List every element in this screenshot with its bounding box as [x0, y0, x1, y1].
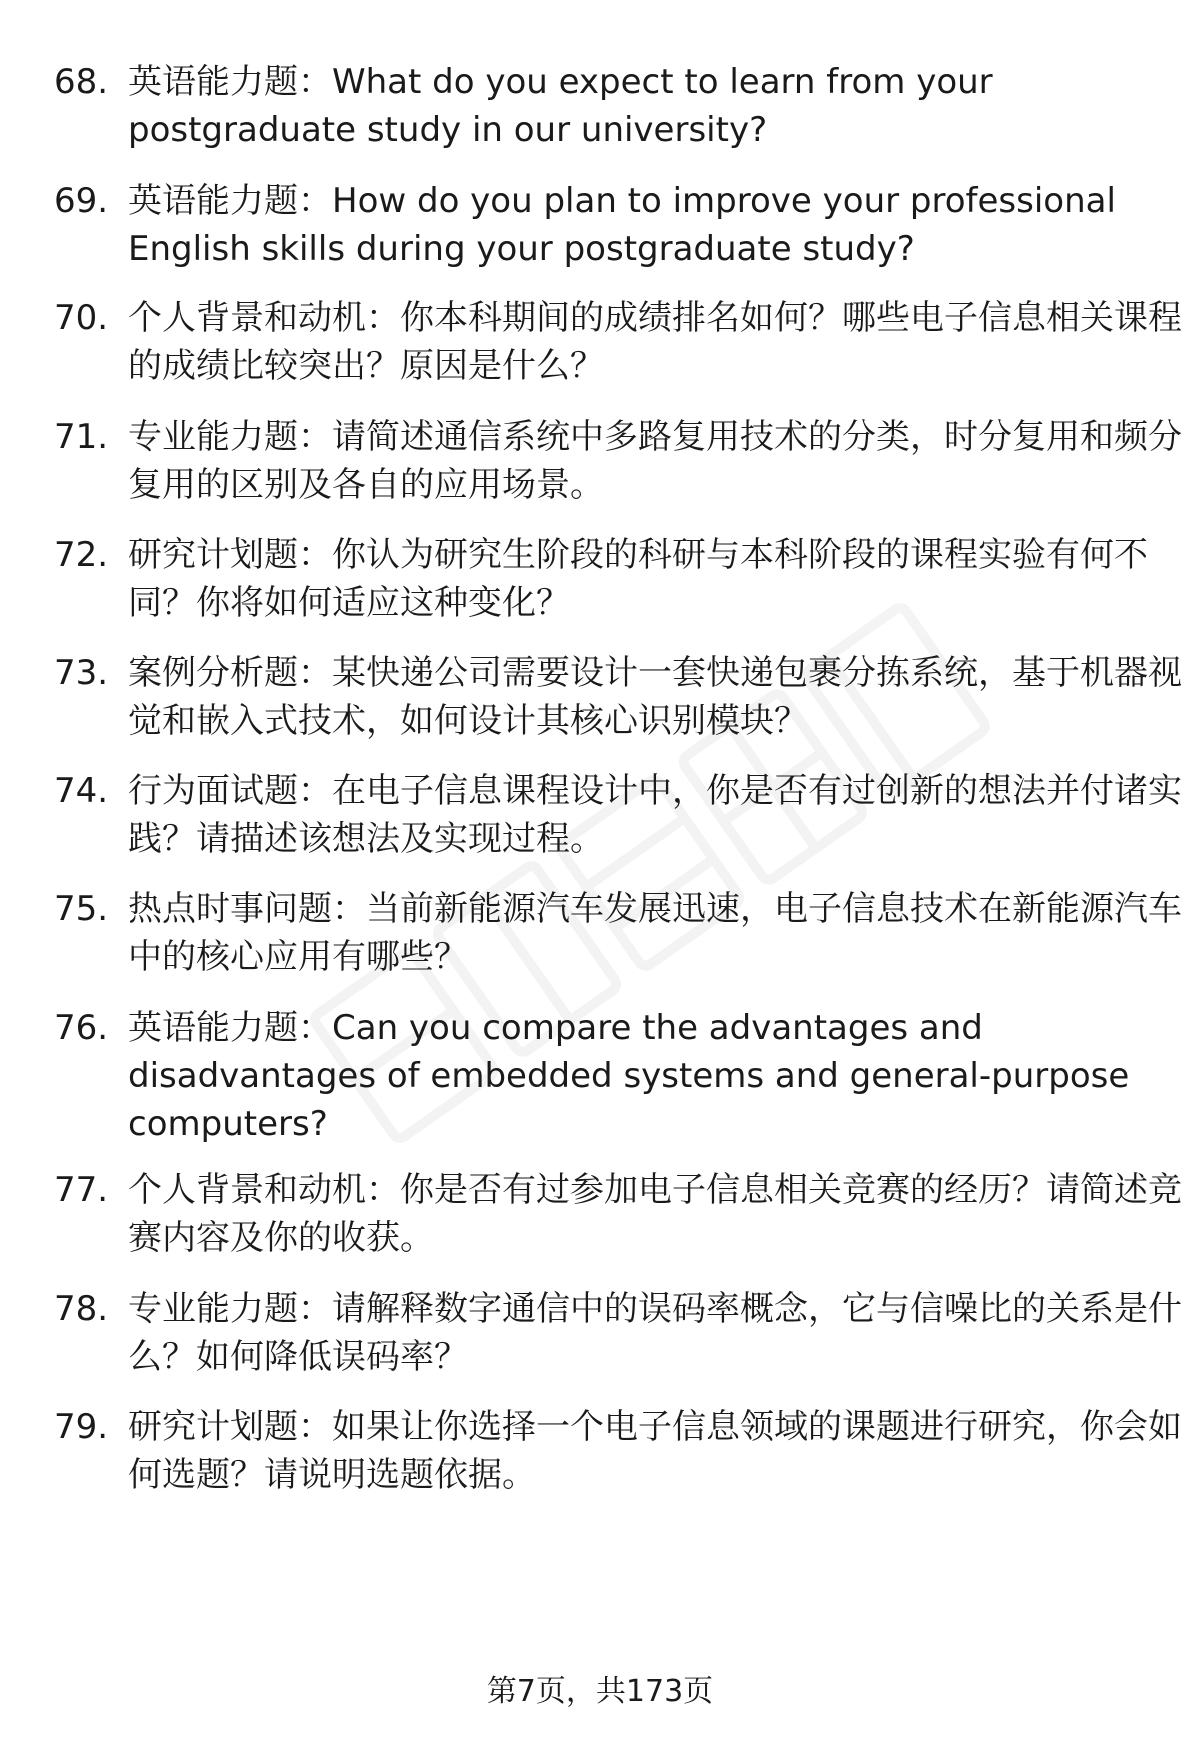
question-text: 专业能力题：请解释数字通信中的误码率概念，它与信噪比的关系是什么？如何降低误码率？: [128, 1289, 1182, 1377]
question-text: 研究计划题：你认为研究生阶段的科研与本科阶段的课程实验有何不同？你将如何适应这种变化？: [128, 535, 1148, 623]
question-text: 专业能力题：请简述通信系统中多路复用技术的分类，时分复用和频分复用的区别及各自的应用场景。: [128, 417, 1182, 505]
question-text: 英语能力题：What do you expect to learn from your postgraduate study in our university?: [128, 62, 993, 150]
question-text: 研究计划题：如果让你选择一个电子信息领域的课题进行研究，你会如何选题？请说明选题依据。: [128, 1407, 1182, 1495]
question-text: 案例分析题：某快递公司需要设计一套快递包裹分拣系统，基于机器视觉和嵌入式技术，如何设计其核心识别模块？: [128, 653, 1182, 741]
question-number: 74.: [54, 771, 109, 811]
question-number: 76.: [54, 1008, 109, 1048]
question-number: 70.: [54, 298, 109, 338]
question-number: 68.: [54, 62, 109, 102]
question-text: 个人背景和动机：你是否有过参加电子信息相关竞赛的经历？请简述竞赛内容及你的收获。: [128, 1170, 1182, 1258]
question-number: 77.: [54, 1170, 109, 1210]
question-number: 78.: [54, 1289, 109, 1329]
question-text: 热点时事问题：当前新能源汽车发展迅速，电子信息技术在新能源汽车中的核心应用有哪些？: [128, 889, 1182, 977]
page-footer: 第7页，共173页: [486, 1674, 714, 1709]
question-text: 行为面试题：在电子信息课程设计中，你是否有过创新的想法并付诸实践？请描述该想法及实现过程。: [128, 771, 1182, 859]
question-number: 79.: [54, 1407, 109, 1447]
question-text: 英语能力题：How do you plan to improve your professional English skills during your postgraduate study?: [128, 181, 1116, 269]
question-number: 75.: [54, 889, 109, 929]
question-number: 71.: [54, 417, 109, 457]
question-text: 英语能力题：Can you compare the advantages and disadvantages of embedded systems and general-purpose computers?: [128, 1008, 1130, 1144]
question-text: 个人背景和动机：你本科期间的成绩排名如何？哪些电子信息相关课程的成绩比较突出？原因是什么？: [128, 298, 1182, 386]
question-number: 73.: [54, 653, 109, 693]
question-number: 72.: [54, 535, 109, 575]
question-number: 69.: [54, 181, 109, 221]
